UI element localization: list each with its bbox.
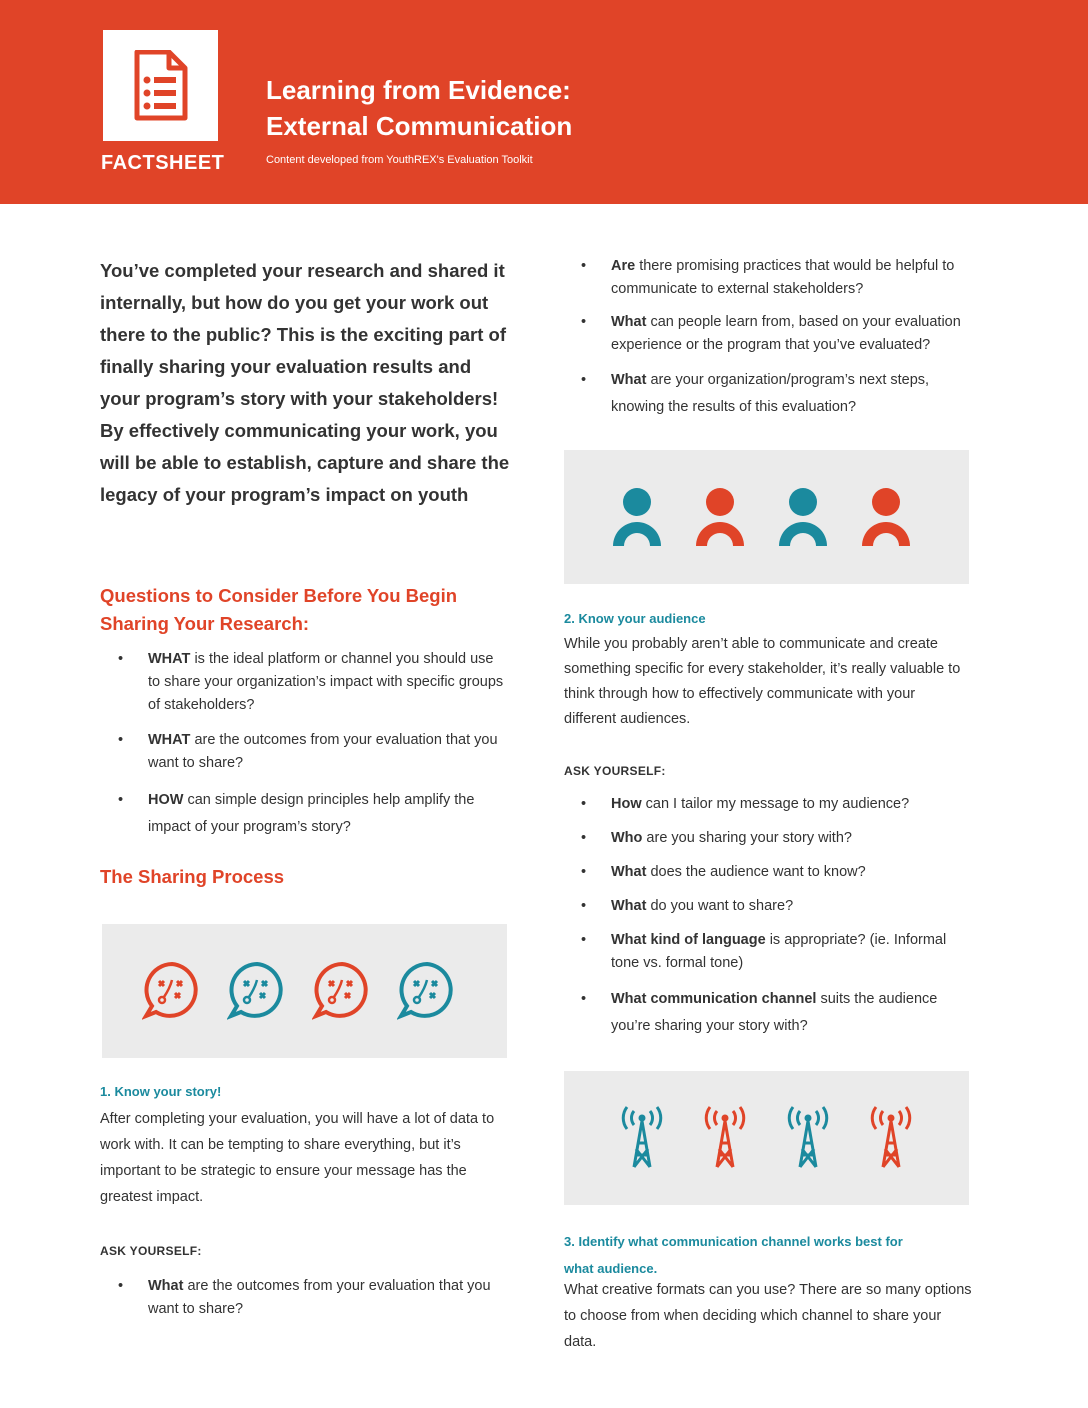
list-item-text: are your organization/program’s next steps, knowing the results of this evaluation? [611,372,930,415]
broadcast-tower-icon [614,1105,670,1169]
strategy-bubble-icon [397,960,457,1020]
bullet: • [581,372,587,388]
list-item-keyword: Who [611,830,643,846]
bullet: • [118,1278,124,1294]
logo-box [103,30,218,141]
questions-heading-line-2: Sharing Your Research: [100,613,310,634]
list-item-keyword: What [611,314,647,330]
list-item-keyword: What [148,1278,184,1294]
person-icon [610,486,664,548]
bullet: • [118,732,124,748]
list-item [118,1275,508,1321]
bullet: • [581,932,587,948]
sharing-process-panel [102,924,507,1058]
step1-heading: 1. Know your story! [100,1084,222,1099]
sharing-process-heading: The Sharing Process [100,866,285,887]
step2-body: While you probably aren’t able to communicate and create something specific for every stakeholder, it’s really valuable to think through how to effectively communicate with your different audiences. [564,636,961,727]
document-list-icon [133,50,189,122]
bullet: • [581,898,587,914]
audience-panel [564,450,969,584]
list-item-text: is appropriate? (ie. Informal tone vs. formal tone) [611,932,947,971]
list-item [118,787,508,841]
questions-heading [100,582,457,638]
list-item-text: suits the audience you’re sharing your story with? [611,991,938,1034]
step1-body: After completing your evaluation, you will have a lot of data to work with. It can be tempting to share everything, but it’s important to be strategic to ensure your message has the greatest impact. [100,1111,495,1205]
header-banner [0,0,1088,204]
step3-heading-line-2: what audience. [564,1261,658,1276]
list-item-keyword: What [611,864,647,880]
step2-list [581,793,951,1040]
questions-heading-line-1: Questions to Consider Before You Begin [100,585,458,606]
list-item-text: can simple design principles help amplify the impact of your program’s story? [148,792,475,835]
bullet: • [581,314,587,330]
broadcast-tower-icon [780,1105,836,1169]
list-item-text: are the outcomes from your evaluation that you want to share? [148,1278,491,1317]
list-item [581,311,976,357]
bullet: • [118,792,124,808]
list-item [118,729,508,775]
bullet: • [581,830,587,846]
step2-heading: 2. Know your audience [564,611,706,626]
title-line-1: Learning from Evidence: [266,75,571,105]
list-item-text: can people learn from, based on your evaluation experience or the program that you’ve evaluated? [611,314,961,353]
broadcast-tower-icon [863,1105,919,1169]
list-item-keyword: What communication channel [611,991,817,1007]
list-item-text: does the audience want to know? [646,864,866,880]
list-item [118,648,508,717]
list-item-text: can I tailor my message to my audience? [641,796,910,812]
list-item [581,367,976,421]
right-top-list [581,255,976,421]
strategy-bubble-icon [142,960,202,1020]
list-item-text: is the ideal platform or channel you should use to share your organization’s impact with specific groups of stakeholders? [148,651,504,713]
questions-list [118,648,508,841]
list-item-text: are the outcomes from your evaluation that you want to share? [148,732,498,771]
list-item-keyword: WHAT [148,732,191,748]
step2-ask-label: ASK YOURSELF: [564,764,666,778]
title-line-2: External Communication [266,111,573,141]
step3-heading [564,1228,903,1282]
bullet: • [581,258,587,274]
list-item-keyword: What [611,372,647,388]
list-item [581,895,951,918]
channel-panel [564,1071,969,1205]
step1-list [118,1275,508,1321]
bullet: • [581,991,587,1007]
strategy-bubble-icon [312,960,372,1020]
bullet: • [581,796,587,812]
list-item-keyword: What [611,898,647,914]
factsheet-label: FACTSHEET [101,152,225,174]
strategy-bubble-icon [227,960,287,1020]
list-item-keyword: Are [611,258,636,274]
bullet: • [118,651,124,667]
bullet: • [581,864,587,880]
step3-body: What creative formats can you use? There are so many options to choose from when deciding which channel to share your data. [564,1282,972,1350]
step3-heading-line-1: 3. Identify what communication channel works best for [564,1234,903,1249]
list-item [581,255,976,301]
broadcast-tower-icon [697,1105,753,1169]
list-item-keyword: How [611,796,642,812]
person-icon [859,486,913,548]
list-item [581,861,951,884]
list-item-keyword: WHAT [148,651,191,667]
list-item [581,929,951,975]
list-item-text: are you sharing your story with? [642,830,852,846]
step1-ask-label: ASK YOURSELF: [100,1244,202,1258]
list-item-keyword: What kind of language [611,932,766,948]
person-icon [776,486,830,548]
page-subtitle: Content developed from YouthREX's Evaluation Toolkit [266,154,533,166]
list-item-text: do you want to share? [646,898,794,914]
list-item [581,827,951,850]
list-item [581,793,951,816]
page-title [266,72,572,144]
person-icon [693,486,747,548]
intro-paragraph: You’ve completed your research and shared it internally, but how do you get your work out there to the public? This is the exciting part of finally sharing your evaluation results and your program’s story with your stakeholders! By effectively communicating your work, you will be able to establish, capture and share the legacy of your program’s impact on youth [100,260,510,505]
list-item [581,986,951,1040]
list-item-text: there promising practices that would be helpful to communicate to external stakeholders? [611,258,955,297]
list-item-keyword: HOW [148,792,184,808]
